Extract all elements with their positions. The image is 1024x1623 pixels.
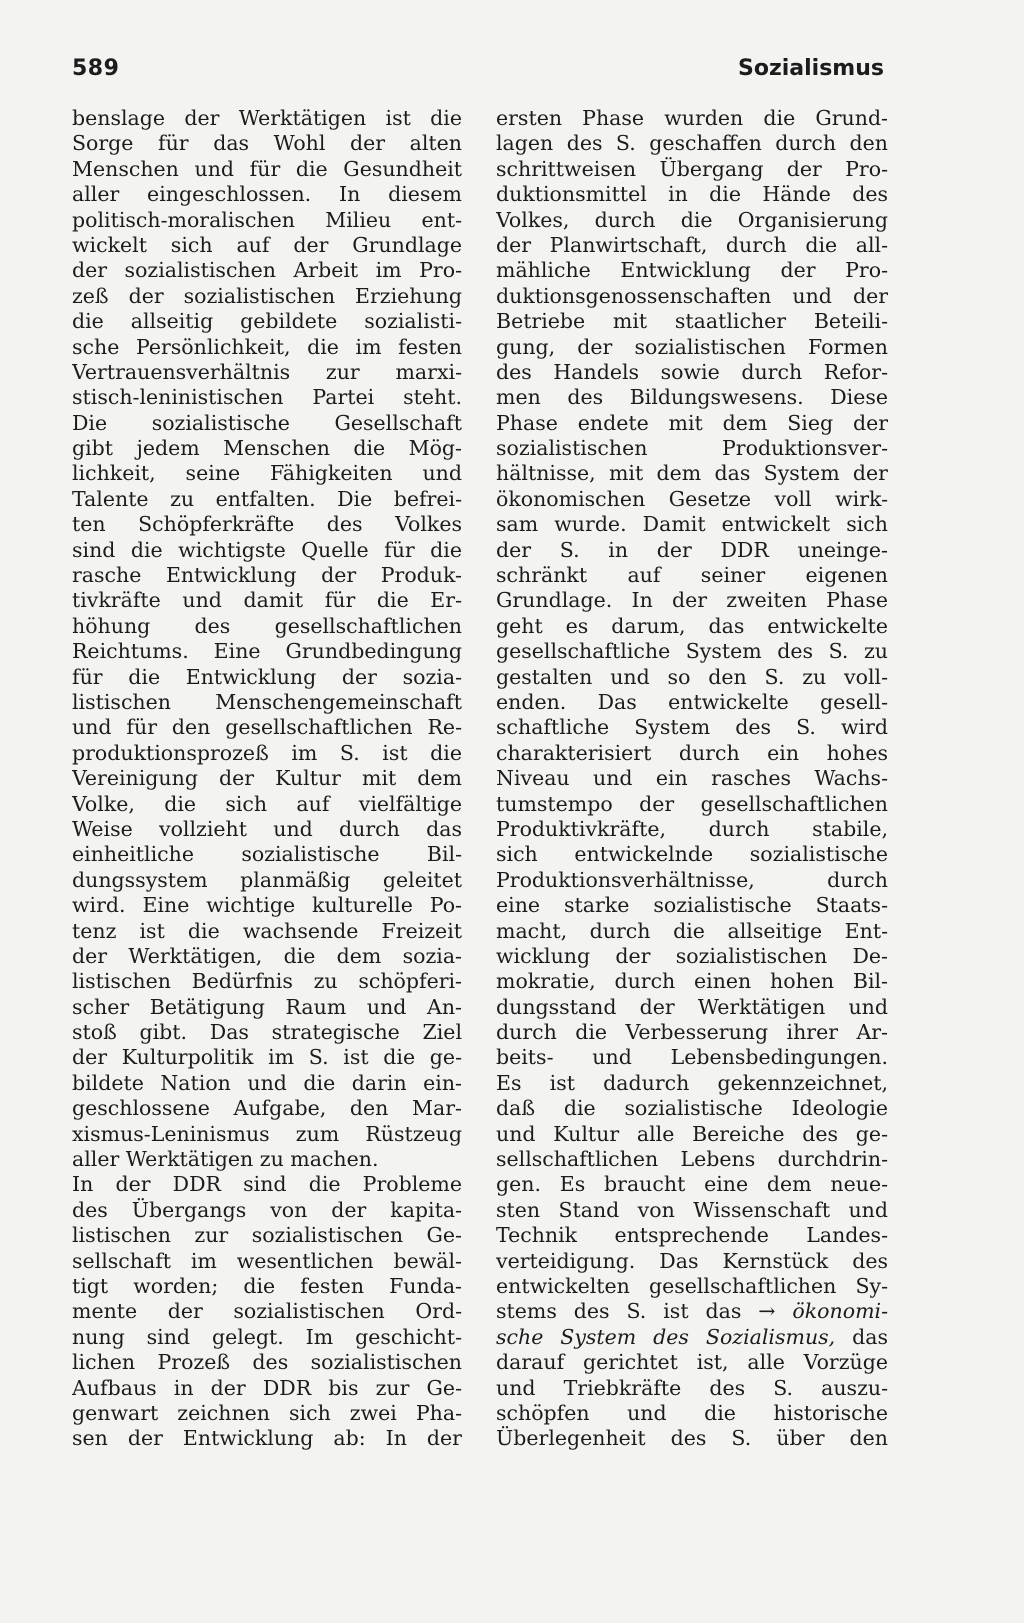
- text-segment: ökonomischen Gesetze voll wirk-: [496, 486, 888, 511]
- text-segment: mähliche Entwicklung der Pro-: [496, 258, 888, 283]
- text-segment: daß die sozialistische Ideologie: [496, 1096, 888, 1121]
- text-line: [496, 969, 888, 994]
- text-line: [496, 893, 888, 918]
- text-line: [72, 1096, 462, 1121]
- text-segment: stisch-leninistischen Partei steht.: [72, 385, 462, 410]
- text-segment: wickelt sich auf der Grundlage: [72, 232, 462, 257]
- text-line: [72, 131, 462, 156]
- text-line: [496, 690, 888, 715]
- text-line: [496, 1096, 888, 1121]
- text-line: [72, 512, 462, 537]
- text-line: [496, 1376, 888, 1401]
- left-column: [72, 106, 462, 1452]
- text-segment: höhung des gesellschaftlichen: [72, 613, 462, 638]
- text-segment: sen der Entwicklung ab: In der: [72, 1426, 462, 1451]
- text-line: [496, 1249, 888, 1274]
- text-segment: zeß der sozialistischen Erziehung: [72, 283, 462, 308]
- text-segment: geht es darum, das entwickelte: [496, 613, 888, 638]
- text-segment: listischen Bedürfnis zu schöpferi-: [72, 969, 462, 994]
- text-line: [496, 639, 888, 664]
- text-line: [72, 1274, 462, 1299]
- text-line: [496, 436, 888, 461]
- text-line: [72, 944, 462, 969]
- text-line: [72, 1071, 462, 1096]
- text-segment: Überlegenheit des S. über den: [496, 1426, 888, 1451]
- text-line: [72, 817, 462, 842]
- text-line: [496, 385, 888, 410]
- text-segment: ten Schöpferkräfte des Volkes: [72, 512, 462, 537]
- text-line: [72, 1122, 462, 1147]
- text-segment: tumstempo der gesellschaftlichen: [496, 791, 888, 816]
- text-line: [496, 360, 888, 385]
- text-segment: Reichtums. Eine Grundbedingung: [72, 639, 462, 664]
- text-line: [72, 385, 462, 410]
- text-segment: entwickelten gesellschaftlichen Sy-: [496, 1273, 888, 1298]
- text-line: [496, 1045, 888, 1070]
- text-line: [496, 1325, 888, 1350]
- text-segment: Technik entsprechende Landes-: [496, 1223, 888, 1248]
- text-segment: verteidigung. Das Kernstück des: [496, 1248, 888, 1273]
- text-segment: der sozialistischen Arbeit im Pro-: [72, 258, 462, 283]
- text-segment: und Kultur alle Bereiche des ge-: [496, 1121, 888, 1146]
- text-line: [496, 792, 888, 817]
- text-segment: tenz ist die wachsende Freizeit: [72, 918, 462, 943]
- text-line: [72, 360, 462, 385]
- text-line: [496, 817, 888, 842]
- cross-reference-arrow-icon: →: [758, 1299, 776, 1324]
- text-segment: darauf gerichtet ist, alle Vorzüge: [496, 1350, 888, 1375]
- text-segment: wird. Eine wichtige kulturelle Po-: [72, 893, 462, 918]
- text-segment: gung, der sozialistischen Formen: [496, 334, 888, 359]
- text-line: [496, 995, 888, 1020]
- cross-reference-term: sche System des Sozialismus,: [496, 1324, 836, 1349]
- text-segment: gen. Es braucht eine dem neue-: [496, 1172, 888, 1197]
- text-segment: der Werktätigen, die dem sozia-: [72, 943, 462, 968]
- text-segment: Produktivkräfte, durch stabile,: [496, 816, 888, 841]
- text-line: [496, 512, 888, 537]
- text-segment: tivkräfte und damit für die Er-: [72, 588, 462, 613]
- text-segment: Grundlage. In der zweiten Phase: [496, 588, 888, 613]
- text-line: [72, 1020, 462, 1045]
- text-segment: einheitliche sozialistische Bil-: [72, 842, 462, 867]
- text-line: [496, 487, 888, 512]
- text-line: [72, 1198, 462, 1223]
- text-line: [72, 1350, 462, 1375]
- text-segment: men des Bildungswesens. Diese: [496, 385, 888, 410]
- text-segment: schränkt auf seiner eigenen: [496, 563, 888, 588]
- text-line: [72, 157, 462, 182]
- text-segment: lichkeit, seine Fähigkeiten und: [72, 461, 462, 486]
- text-line: [496, 106, 888, 131]
- text-segment: stoß gibt. Das strategische Ziel: [72, 1020, 462, 1045]
- text-line: [72, 1249, 462, 1274]
- text-segment: Betriebe mit staatlicher Beteili-: [496, 309, 888, 334]
- text-line: [496, 233, 888, 258]
- text-line: [72, 436, 462, 461]
- text-line: [496, 1147, 888, 1172]
- text-segment: gesellschaftliche System des S. zu: [496, 639, 888, 664]
- text-line: [496, 1172, 888, 1197]
- text-line: [72, 919, 462, 944]
- text-segment: gestalten und so den S. zu voll-: [496, 664, 888, 689]
- text-segment: Aufbaus in der DDR bis zur Ge-: [72, 1375, 462, 1400]
- text-segment: sich entwickelnde sozialistische: [496, 842, 888, 867]
- text-segment: aller Werktätigen zu machen.: [72, 1147, 379, 1172]
- text-line: [496, 919, 888, 944]
- text-segment: Vertrauensverhältnis zur marxi-: [72, 359, 462, 384]
- text-line: [496, 1198, 888, 1223]
- running-head: Sozialismus: [737, 56, 884, 81]
- text-line: [496, 309, 888, 334]
- right-column: [496, 106, 888, 1452]
- text-segment: charakterisiert durch ein hohes: [496, 740, 888, 765]
- text-line: [496, 1401, 888, 1426]
- text-line: [72, 1426, 462, 1451]
- text-segment: tigt worden; die festen Funda-: [72, 1273, 462, 1298]
- text-segment: gibt jedem Menschen die Mög-: [72, 436, 462, 461]
- text-line: [72, 538, 462, 563]
- text-line: [496, 1299, 888, 1324]
- text-segment: xismus-Leninismus zum Rüstzeug: [72, 1121, 462, 1146]
- text-line: [72, 411, 462, 436]
- text-line: [496, 461, 888, 486]
- text-segment: die allseitig gebildete sozialisti-: [72, 309, 462, 334]
- text-segment: macht, durch die allseitige Ent-: [496, 918, 888, 943]
- text-line: [72, 461, 462, 486]
- text-segment: hältnisse, mit dem das System der: [496, 461, 888, 486]
- text-line: [496, 1020, 888, 1045]
- text-line: [72, 1223, 462, 1248]
- text-segment: scher Betätigung Raum und An-: [72, 994, 462, 1019]
- text-line: [496, 1350, 888, 1375]
- text-segment: Die sozialistische Gesellschaft: [72, 410, 462, 435]
- text-line: [72, 1172, 462, 1197]
- text-segment: Produktionsverhältnisse, durch: [496, 867, 888, 892]
- text-segment: eine starke sozialistische Staats-: [496, 893, 888, 918]
- text-line: [72, 335, 462, 360]
- text-segment: und für den gesellschaftlichen Re-: [72, 715, 462, 740]
- text-segment: rasche Entwicklung der Produk-: [72, 563, 462, 588]
- text-segment: Phase endete mit dem Sieg der: [496, 410, 888, 435]
- text-line: [72, 106, 462, 131]
- text-line: [72, 563, 462, 588]
- text-segment: lichen Prozeß des sozialistischen: [72, 1350, 462, 1375]
- text-line: [72, 842, 462, 867]
- text-segment: geschlossene Aufgabe, den Mar-: [72, 1096, 462, 1121]
- text-line: [72, 614, 462, 639]
- text-line: [496, 182, 888, 207]
- text-line: [72, 1045, 462, 1070]
- text-segment: für die Entwicklung der sozia-: [72, 664, 462, 689]
- text-segment: Sorge für das Wohl der alten: [72, 131, 462, 156]
- text-line: [496, 842, 888, 867]
- text-segment: ersten Phase wurden die Grund-: [496, 106, 888, 130]
- text-line: [72, 792, 462, 817]
- text-segment: der Kulturpolitik im S. ist die ge-: [72, 1045, 462, 1070]
- text-segment: bildete Nation und die darin ein-: [72, 1070, 462, 1095]
- text-segment: der Planwirtschaft, durch die all-: [496, 232, 888, 257]
- text-line: [496, 563, 888, 588]
- text-line: [496, 335, 888, 360]
- text-segment: des Handels sowie durch Refor-: [496, 359, 888, 384]
- text-line: [496, 944, 888, 969]
- text-line: [496, 1223, 888, 1248]
- text-segment: Volkes, durch die Organisierung: [496, 207, 888, 232]
- page-number: 589: [72, 56, 120, 81]
- text-line: [72, 487, 462, 512]
- text-line: [72, 741, 462, 766]
- text-line: [496, 1274, 888, 1299]
- text-line: [72, 893, 462, 918]
- text-segment: enden. Das entwickelte gesell-: [496, 689, 888, 714]
- text-line: [72, 868, 462, 893]
- text-segment: und Triebkräfte des S. auszu-: [496, 1375, 888, 1400]
- text-segment: sozialistischen Produktionsver-: [496, 436, 888, 461]
- text-segment: mente der sozialistischen Ord-: [72, 1299, 462, 1324]
- text-segment: Weise vollzieht und durch das: [72, 816, 462, 841]
- text-segment: Volke, die sich auf vielfältige: [72, 791, 462, 816]
- text-line: [496, 284, 888, 309]
- text-line: [72, 233, 462, 258]
- text-segment: genwart zeichnen sich zwei Pha-: [72, 1400, 462, 1425]
- text-line: [496, 131, 888, 156]
- text-line: [72, 588, 462, 613]
- text-line: [72, 690, 462, 715]
- text-segment: sche Persönlichkeit, die im festen: [72, 334, 462, 359]
- text-segment: nung sind gelegt. Im geschicht-: [72, 1324, 462, 1349]
- text-segment: Es ist dadurch gekennzeichnet,: [496, 1070, 888, 1095]
- text-line: [496, 588, 888, 613]
- text-segment: Talente zu entfalten. Die befrei-: [72, 486, 462, 511]
- text-segment: wicklung der sozialistischen De-: [496, 943, 888, 968]
- text-segment: In der DDR sind die Probleme: [72, 1172, 462, 1197]
- text-line: [496, 614, 888, 639]
- text-segment: des Übergangs von der kapita-: [72, 1197, 462, 1222]
- text-line: [72, 766, 462, 791]
- text-segment: politisch-moralischen Milieu ent-: [72, 207, 462, 232]
- text-line: [72, 665, 462, 690]
- text-line: [496, 1426, 888, 1451]
- text-segment: sellschaftlichen Lebens durchdrin-: [496, 1147, 888, 1172]
- text-segment: schaftliche System des S. wird: [496, 715, 888, 740]
- text-line: [72, 715, 462, 740]
- text-line: [496, 258, 888, 283]
- text-segment: dungsstand der Werktätigen und: [496, 994, 888, 1019]
- text-segment: benslage der Werktätigen ist die: [72, 106, 462, 130]
- text-line: [72, 995, 462, 1020]
- text-line: [72, 284, 462, 309]
- text-line: [496, 766, 888, 791]
- text-segment: sind die wichtigste Quelle für die: [72, 537, 462, 562]
- text-line: [496, 1071, 888, 1096]
- text-segment: Menschen und für die Gesundheit: [72, 156, 462, 181]
- text-line: [72, 639, 462, 664]
- text-line: [496, 538, 888, 563]
- text-line: [72, 969, 462, 994]
- text-segment: beits- und Lebensbedingungen.: [496, 1045, 888, 1070]
- text-segment: sellschaft im wesentlichen bewäl-: [72, 1248, 462, 1273]
- text-line: [496, 665, 888, 690]
- text-line: [72, 258, 462, 283]
- text-segment: duktionsmittel in die Hände des: [496, 182, 888, 207]
- text-segment: listischen zur sozialistischen Ge-: [72, 1223, 462, 1248]
- text-segment: Niveau und ein rasches Wachs-: [496, 766, 888, 791]
- text-segment: schöpfen und die historische: [496, 1400, 888, 1425]
- text-line: [496, 157, 888, 182]
- text-segment: mokratie, durch einen hohen Bil-: [496, 969, 888, 994]
- text-segment: listischen Menschengemeinschaft: [72, 689, 462, 714]
- text-line: [496, 411, 888, 436]
- text-segment: aller eingeschlossen. In diesem: [72, 182, 462, 207]
- text-line: [72, 1325, 462, 1350]
- text-line: [72, 208, 462, 233]
- text-segment: duktionsgenossenschaften und der: [496, 283, 888, 308]
- text-line: [72, 1376, 462, 1401]
- text-line: [72, 1299, 462, 1324]
- text-line: [496, 741, 888, 766]
- text-segment: stems des S. ist das: [496, 1299, 759, 1324]
- text-line: [496, 208, 888, 233]
- text-line: [72, 1401, 462, 1426]
- text-segment: Vereinigung der Kultur mit dem: [72, 766, 462, 791]
- text-segment: dungssystem planmäßig geleitet: [72, 867, 462, 892]
- text-line: [496, 715, 888, 740]
- text-segment: produktionsprozeß im S. ist die: [72, 740, 462, 765]
- text-line: [72, 182, 462, 207]
- text-line: [496, 868, 888, 893]
- text-segment: sten Stand von Wissenschaft und: [496, 1197, 888, 1222]
- text-line: [72, 309, 462, 334]
- text-line: [72, 1147, 462, 1172]
- text-segment: lagen des S. geschaffen durch den: [496, 131, 888, 156]
- text-segment: der S. in der DDR uneinge-: [496, 537, 888, 562]
- cross-reference-term: ökonomi-: [792, 1299, 888, 1324]
- text-segment: durch die Verbesserung ihrer Ar-: [496, 1020, 888, 1045]
- text-line: [496, 1122, 888, 1147]
- text-segment: sam wurde. Damit entwickelt sich: [496, 512, 888, 537]
- text-segment: das: [835, 1324, 888, 1349]
- text-segment: schrittweisen Übergang der Pro-: [496, 156, 888, 181]
